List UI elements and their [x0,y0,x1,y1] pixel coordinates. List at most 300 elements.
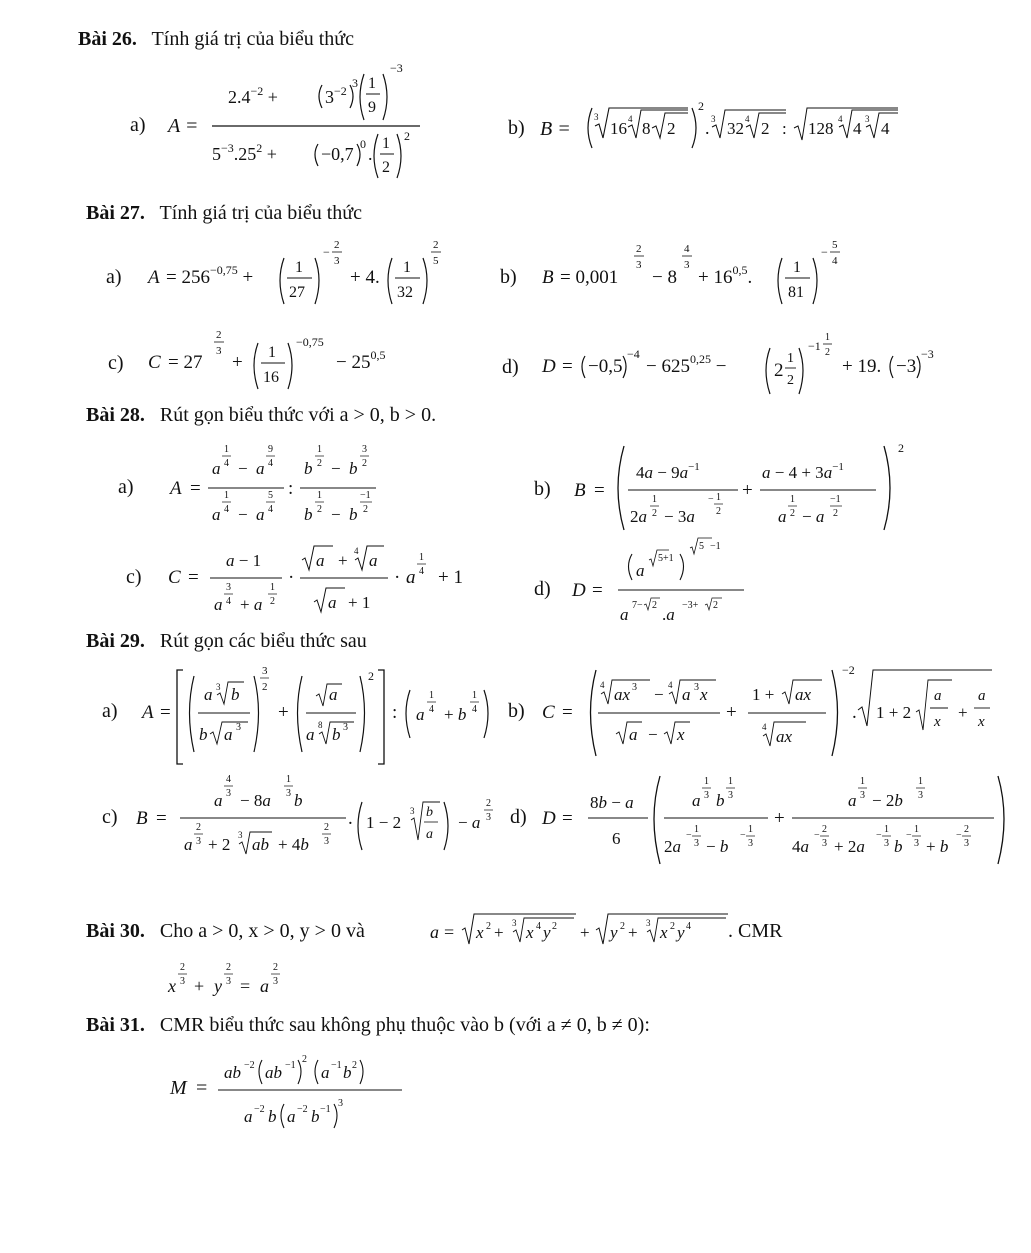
svg-text:− a: − a [802,507,825,526]
svg-text:2.4−2 +: $2.4^{-2}$ + [228,84,278,107]
svg-text:2: 2 [652,508,657,519]
svg-text:a: a [848,791,857,810]
svg-text:4: 4 [684,243,690,255]
svg-text:−: − [648,725,658,744]
svg-text:1: 1 [268,344,276,361]
svg-text:+ 4b: + 4b [278,835,309,854]
svg-text:2: 2 [216,329,222,341]
svg-text:1: 1 [224,490,229,501]
svg-text::: : [392,702,398,723]
svg-text:−3+: −3+ [682,600,699,611]
svg-text:2: 2 [964,824,969,835]
svg-text:.: . [348,808,353,829]
svg-text:1 + 2: 1 + 2 [876,703,912,722]
svg-text:+ 1: + 1 [348,593,371,612]
problem-28-number: Bài 28. [86,404,145,426]
svg-text:+: + [278,702,289,723]
svg-text:3: 3 [334,255,340,267]
svg-text:2: 2 [652,600,657,611]
svg-text:3: 3 [196,836,201,847]
svg-text:3: 3 [694,682,699,693]
svg-text:+ 4.: + 4. [350,267,380,288]
svg-text:a: a [636,561,645,580]
svg-text:a: a [934,688,942,704]
svg-text:5: 5 [433,255,439,267]
svg-text:.a: .a [662,605,675,624]
problem-31-number: Bài 31. [86,1014,145,1036]
svg-text:−2: −2 [244,1060,255,1071]
svg-text:1: 1 [918,776,923,787]
svg-text:−: − [708,494,714,505]
svg-text:3−2: $3^{-2}$ [325,84,347,107]
svg-text:2: 2 [761,119,770,138]
problem-26-number: Bài 26. [78,28,137,50]
svg-text:−1: −1 [320,1104,331,1115]
svg-text::: : [782,119,787,138]
svg-text:1: 1 [270,582,275,593]
svg-text:=: = [594,480,605,501]
svg-text:2: 2 [362,458,367,469]
svg-text:3: 3 [238,830,243,840]
svg-text:3: 3 [646,918,651,928]
svg-text:A: A [170,478,182,499]
svg-text:9: 9 [368,99,376,116]
problem-28-b-label: b) [534,478,551,500]
svg-text:+ 2a: + 2a [834,837,865,856]
problem-29-c-label: c) [102,806,118,828]
svg-text:+ 1: + 1 [438,567,463,588]
svg-text:2: 2 [226,962,231,973]
svg-text:2: 2 [620,921,625,932]
problem-30-text: Cho a > 0, x > 0, y > 0 và [159,920,365,942]
svg-text:−1: −1 [830,494,841,505]
svg-text:a: a [778,507,787,526]
svg-text:3: 3 [226,976,231,987]
svg-text:3: 3 [964,838,969,849]
svg-text::: : [288,478,294,499]
svg-text:2: 2 [382,159,390,176]
svg-text:=: = [592,580,603,601]
svg-text:a: a [978,688,986,704]
svg-text:−: − [238,505,248,524]
svg-text:2: 2 [822,824,827,835]
svg-text:− 3a: − 3a [664,507,695,526]
svg-text:y: y [610,923,618,942]
svg-text:a: a [184,835,193,854]
svg-text:=: = [196,1077,208,1099]
svg-text:x: x [526,923,534,942]
svg-text:=: = [444,922,455,942]
svg-text:1 − 2: 1 − 2 [366,813,402,832]
svg-text:1: 1 [825,332,830,343]
svg-text:2: 2 [698,99,704,113]
svg-text:3: 3 [343,722,348,733]
svg-text:5−3.252 +: $5^{-3}.25^2$ + [212,141,277,164]
problem-27-d-label: d) [502,356,519,378]
svg-text:4: 4 [881,119,890,138]
svg-text:+: + [194,976,205,996]
svg-text:2: 2 [486,798,491,809]
svg-text:ab: ab [265,1063,282,1082]
problem-31-text: CMR biểu thức sau không phụ thuộc vào b (với a ≠ 0, b ≠ 0): [159,1014,650,1036]
svg-text:y: y [214,976,222,996]
svg-text:a − 1: a − 1 [226,551,262,570]
svg-text:a: a [416,705,425,724]
svg-text:−: − [238,459,248,478]
svg-text:2: 2 [273,962,278,973]
svg-text:2: 2 [368,669,374,683]
svg-text:y: y [543,923,551,942]
svg-text:a: a [260,976,269,996]
svg-text:4: 4 [600,680,605,690]
svg-text:2: 2 [774,360,784,381]
svg-text:a: a [256,505,265,524]
svg-text:a: a [682,685,691,704]
svg-text:1 +: 1 + [752,685,775,704]
svg-text:3: 3 [704,790,709,801]
problem-30-text-cmr: . CMR [728,920,783,942]
svg-text:b: b [294,791,303,810]
svg-text:−1: −1 [331,1060,342,1071]
svg-text:2: 2 [317,458,322,469]
svg-text:= 27: = 27 [168,352,203,373]
svg-text:5: 5 [699,541,704,552]
svg-text:=: = [190,478,201,499]
svg-text:b: b [304,505,313,524]
svg-text:−2: −2 [254,1104,265,1115]
svg-text:3: 3 [236,722,241,733]
svg-text:ab: ab [224,1063,241,1082]
svg-text:1: 1 [317,490,322,501]
svg-text:1: 1 [403,259,411,276]
problem-28-a-label: a) [118,476,134,498]
svg-text:=: = [188,567,199,588]
svg-text:A: A [142,702,154,723]
svg-text:32: 32 [727,119,744,138]
problem-28-d-label: d) [534,578,551,600]
svg-text:C: C [148,352,161,373]
svg-text:a: a [369,551,378,570]
svg-text:a: a [426,827,433,842]
svg-text:1: 1 [728,776,733,787]
problem-29-b-label: b) [508,700,525,722]
svg-text:1: 1 [860,776,865,787]
svg-text:3: 3 [352,76,358,90]
svg-text:b: b [199,725,208,744]
svg-text:0: 0 [360,137,366,151]
svg-text:2: 2 [352,1060,357,1071]
svg-text:2a: 2a [630,507,647,526]
svg-text:3: 3 [216,345,222,357]
svg-text:−: − [654,685,664,704]
svg-text:1: 1 [295,259,303,276]
svg-text:1: 1 [787,351,794,366]
svg-text:2a: 2a [664,837,681,856]
problem-26-a-label: a) [130,114,146,136]
svg-text:3: 3 [410,806,415,816]
svg-text:4: 4 [536,921,541,932]
svg-text:b: b [311,1107,320,1126]
svg-text:b: b [268,1107,277,1126]
svg-text:x: x [934,714,941,730]
svg-text:B: B [574,480,586,501]
svg-text:4: 4 [429,704,434,715]
svg-text:a: a [306,725,315,744]
svg-text:1: 1 [429,690,434,701]
svg-text:3: 3 [262,665,268,677]
svg-text:−: − [686,830,692,841]
svg-text:a: a [692,791,701,810]
svg-text:A: A [148,267,160,288]
svg-text:+ 160,5.: + $16^{0,5}$. [698,263,753,288]
problem-29-text: Rút gọn các biểu thức sau [159,630,367,652]
problem-29-d-label: d) [510,806,527,828]
svg-text:3: 3 [273,976,278,987]
svg-text:3: 3 [860,790,865,801]
svg-text:4: 4 [224,458,229,469]
svg-text:a: a [287,1107,296,1126]
svg-text:32: 32 [397,284,413,301]
svg-text:B =: B = [540,118,571,140]
svg-text:2: 2 [787,373,794,388]
svg-text:+: + [774,808,785,829]
svg-text:4a − 9a−1: $4a - 9a^{-1}$ [636,461,700,482]
svg-text:−1: −1 [808,339,821,353]
svg-text:2: 2 [262,681,268,693]
svg-text:+ 2: + 2 [208,835,231,854]
svg-text:b: b [343,1063,352,1082]
svg-text:·: · [394,567,401,588]
svg-text:2: 2 [324,822,329,833]
svg-text:2: 2 [180,962,185,973]
svg-text:·: · [288,567,295,588]
svg-text:3: 3 [362,444,367,455]
svg-text:D: D [542,808,556,829]
svg-text:=: = [240,976,251,996]
svg-text:3: 3 [632,682,637,693]
problem-27-number: Bài 27. [86,202,145,224]
svg-text:= 256−0,75 +: = $256^{-0,75}$ + [166,263,254,288]
svg-text:1: 1 [652,494,657,505]
svg-text:3: 3 [216,682,221,692]
svg-text:16: 16 [610,119,627,138]
svg-text:1: 1 [694,824,699,835]
svg-text:=: = [562,356,573,377]
svg-text:+ a: + a [240,595,263,614]
svg-text:2: 2 [825,347,830,358]
svg-text:−1: −1 [710,541,721,552]
svg-text:1: 1 [884,824,889,835]
svg-text:3: 3 [684,259,690,271]
svg-text:a: a [214,791,223,810]
svg-text:b: b [426,805,433,820]
svg-text:−: − [740,830,746,841]
svg-text:ax: ax [776,727,793,746]
svg-text:=: = [562,808,573,829]
svg-text:1: 1 [914,824,919,835]
svg-text:4: 4 [354,546,359,556]
svg-text:4: 4 [224,504,229,515]
problem-26-b-label: b) [508,117,525,139]
svg-text:2: 2 [404,129,410,143]
svg-text:+ b: + b [926,837,949,856]
svg-text:1: 1 [793,259,801,276]
svg-text:4: 4 [419,566,424,577]
svg-text:a: a [212,505,221,524]
svg-text:4: 4 [853,119,862,138]
svg-text:.: . [368,144,373,164]
svg-text:C: C [168,567,181,588]
svg-text:=: = [562,702,573,723]
svg-text:2: 2 [713,600,718,611]
svg-text:3: 3 [226,582,231,593]
svg-text:+: + [628,923,638,942]
svg-text:+ b: + b [444,705,467,724]
svg-text:2: 2 [552,921,557,932]
problem-28-text: Rút gọn biểu thức với a > 0, b > 0. [159,404,437,426]
svg-text:−: − [956,830,962,841]
svg-text:1: 1 [716,492,721,503]
svg-text:3: 3 [822,838,827,849]
svg-text:−2: −2 [297,1104,308,1115]
svg-text:4: 4 [832,255,838,267]
svg-text:3: 3 [884,838,889,849]
svg-text:−3: −3 [390,61,403,75]
svg-text:x: x [168,976,176,996]
svg-text:−: − [906,830,912,841]
svg-text:b: b [231,685,240,704]
problem-29-a-label: a) [102,700,118,722]
svg-text:a: a [629,725,638,744]
svg-text:− 8a: − 8a [240,791,271,810]
svg-text:ax: ax [795,685,812,704]
svg-text:a: a [256,459,265,478]
problem-27-c-label: c) [108,352,124,374]
svg-text:7−: 7− [632,600,643,611]
svg-text:D: D [542,356,556,377]
svg-text:−: − [331,459,341,478]
svg-text:a: a [406,567,416,588]
svg-text:2: 2 [667,119,676,138]
svg-text:1: 1 [704,776,709,787]
svg-text:B: B [136,808,148,829]
svg-text:3: 3 [180,976,185,987]
problem-27-text: Tính giá trị của biểu thức [159,202,362,224]
svg-text:a: a [620,605,629,624]
svg-text:b: b [332,725,341,744]
svg-text:4a: 4a [792,837,809,856]
svg-text:2: 2 [636,243,642,255]
svg-text:−1: −1 [360,490,371,501]
svg-text:x: x [476,923,484,942]
svg-text:D: D [572,580,586,601]
svg-text:+: + [494,923,504,942]
svg-text:−4: −4 [627,347,640,361]
svg-text:1: 1 [286,774,291,785]
svg-text:a: a [212,459,221,478]
svg-text:4: 4 [668,680,673,690]
svg-text:16: 16 [263,369,279,386]
svg-text:1: 1 [382,135,390,152]
svg-text:1: 1 [748,824,753,835]
svg-text:=: = [156,808,167,829]
svg-text:a: a [214,595,223,614]
svg-text:=: = [160,702,171,723]
svg-text:3: 3 [338,1098,343,1109]
svg-text:4: 4 [268,458,273,469]
svg-text:ax: ax [614,685,631,704]
svg-text:−: − [323,245,330,259]
svg-text:3: 3 [636,259,642,271]
svg-text:2: 2 [898,441,904,455]
svg-text:x: x [978,714,985,730]
svg-text:8: 8 [318,720,323,730]
svg-text:3: 3 [918,790,923,801]
svg-text:2: 2 [363,504,368,515]
svg-text:x: x [660,923,668,942]
svg-text:128: 128 [808,119,834,138]
svg-text:ab: ab [252,835,269,854]
svg-text:−3: −3 [921,347,934,361]
svg-text:− 250,5: − $25^{0,5}$ [336,348,386,373]
svg-text:.: . [852,702,857,723]
svg-text:1: 1 [472,690,477,701]
problem-29-number: Bài 29. [86,630,145,652]
svg-text:4: 4 [472,704,477,715]
svg-text:1: 1 [317,444,322,455]
svg-text:2: 2 [196,822,201,833]
svg-text:a: a [321,1063,330,1082]
svg-text:x: x [700,685,708,704]
svg-text:4: 4 [628,114,633,124]
svg-text:+: + [580,923,590,942]
svg-text:27: 27 [289,284,305,301]
svg-text:a: a [430,922,439,942]
svg-text:1: 1 [790,494,795,505]
svg-text:−: − [331,505,341,524]
svg-text:A =: A = [168,115,199,137]
svg-text:b: b [349,459,358,478]
svg-text:4: 4 [745,114,750,124]
svg-text:−0,5: −0,5 [588,356,623,377]
svg-text:3: 3 [324,836,329,847]
svg-text:+: + [726,702,737,723]
svg-text:− a: − a [458,813,481,832]
svg-text:y: y [677,923,685,942]
svg-text:b: b [304,459,313,478]
svg-text:2: 2 [270,596,275,607]
svg-text:5: 5 [832,239,838,251]
svg-text:3: 3 [748,838,753,849]
svg-text:4: 4 [226,774,231,785]
problem-27-a-label: a) [106,266,122,288]
svg-text:2: 2 [716,506,721,517]
svg-text:M: M [170,1077,187,1099]
problem-28-c-label: c) [126,566,142,588]
svg-text:2: 2 [317,504,322,515]
svg-text:− 6250,25 −: − $625^{0,25}$ − [646,352,727,377]
svg-text:a: a [316,551,325,570]
svg-text:a − 4 + 3a−1: $a - 4 + 3a^{-1}$ [762,461,844,482]
svg-text:a: a [224,725,233,744]
svg-text:−: − [814,830,820,841]
svg-text:x: x [677,725,685,744]
svg-text:1: 1 [419,552,424,563]
svg-text:6: 6 [612,829,621,848]
svg-text:3: 3 [594,112,599,122]
svg-text:2: 2 [670,921,675,932]
svg-text:8: 8 [642,119,651,138]
